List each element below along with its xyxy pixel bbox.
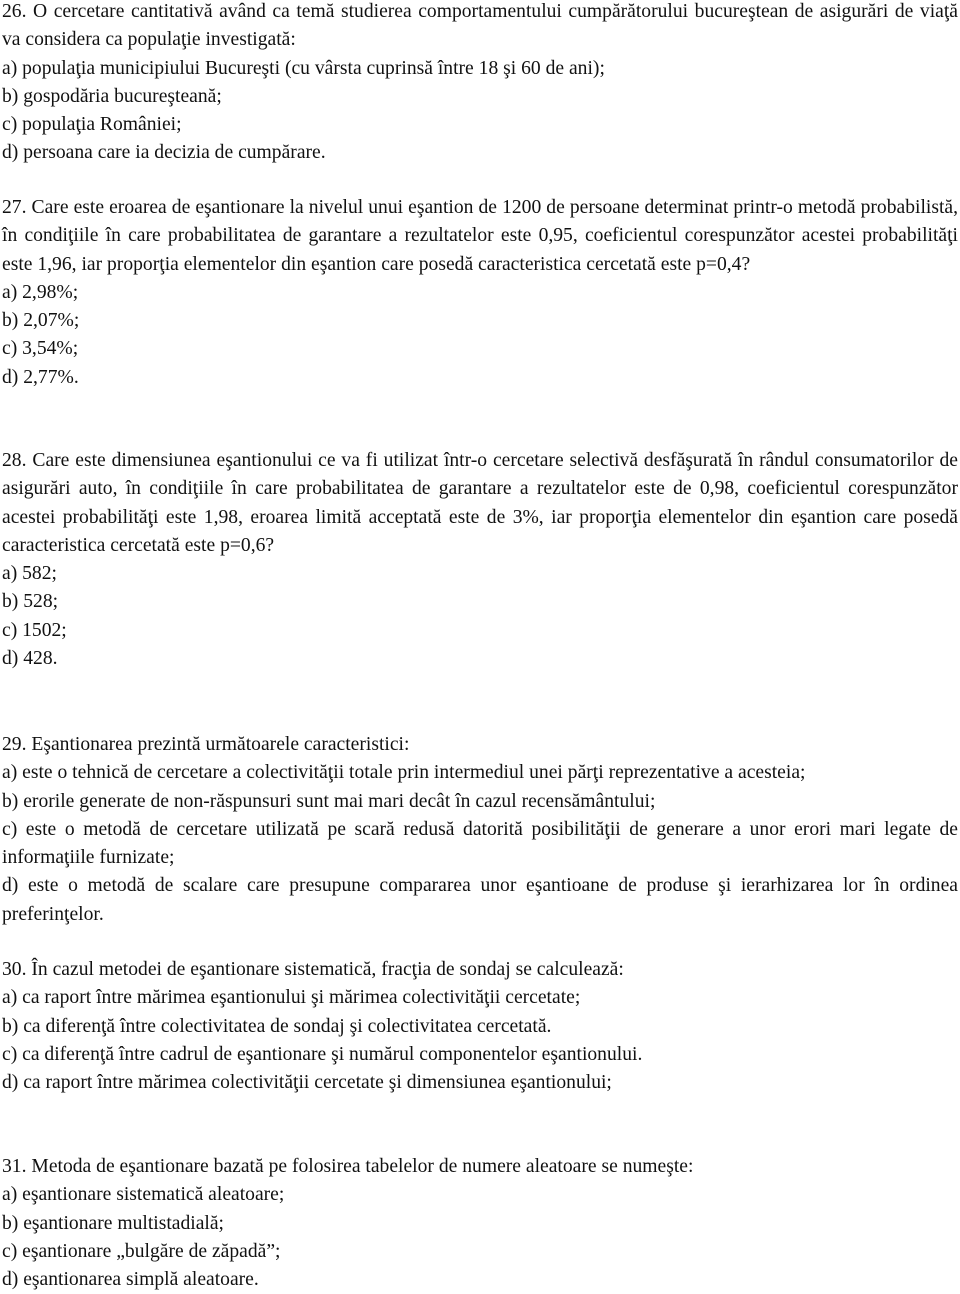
answer-option-d: d) persoana care ia decizia de cumpărare. xyxy=(2,142,326,164)
question-stem: 28. Care este dimensiunea eşantionului ce va fi utilizat într-o cercetare selectivă desfăşurată în rândul consumatorilor de asigurări auto, în condiţiile în care probabilitatea de garantare a rezultatelor este de 0,98, coeficientul corespunzător acestei probabilităţi este 1,98, eroarea limită acceptată este de 3%, iar proporţia elementelor din eşantion care posedă caracteristica cercetată este p=0,6? xyxy=(2,450,958,556)
question-31 xyxy=(2,1153,958,1294)
answer-option-d: d) ca raport între mărimea colectivităţii cercetate şi dimensiunea eşantionului; xyxy=(2,1072,612,1094)
answer-option-a: a) 582; xyxy=(2,563,57,585)
answer-option-c: c) ca diferenţă între cadrul de eşantionare şi numărul componentelor eşantionului. xyxy=(2,1043,643,1065)
answer-option-a: a) este o tehnică de cercetare a colectivităţii totale prin intermediul unei părţi reprezentative a acesteia; xyxy=(2,762,806,784)
question-26 xyxy=(2,0,958,168)
answer-option-b: b) erorile generate de non-răspunsuri sunt mai mari decât în cazul recensământului; xyxy=(2,790,656,812)
question-28 xyxy=(2,447,958,673)
question-stem: 29. Eşantionarea prezintă următoarele caracteristici: xyxy=(2,734,410,755)
answer-option-d: d) 428. xyxy=(2,648,58,670)
question-29 xyxy=(2,731,958,929)
answer-option-d: d) eşantionarea simplă aleatoare. xyxy=(2,1269,259,1291)
answer-option-a: a) eşantionare sistematică aleatoare; xyxy=(2,1184,285,1206)
answer-option-c: c) eşantionare „bulgăre de zăpadă”; xyxy=(2,1240,281,1262)
answer-option-b: b) 528; xyxy=(2,591,59,613)
answer-option-b: b) eşantionare multistadială; xyxy=(2,1212,224,1234)
answer-option-c: c) 3,54%; xyxy=(2,338,79,360)
answer-option-b: b) gospodăria bucureşteană; xyxy=(2,85,222,107)
answer-option-b: b) ca diferenţă între colectivitatea de sondaj şi colectivitatea cercetată. xyxy=(2,1015,552,1037)
question-27 xyxy=(2,194,958,392)
answer-option-a: a) 2,98%; xyxy=(2,281,79,303)
question-stem: 27. Care este eroarea de eşantionare la nivelul unui eşantion de 1200 de persoane determinat printr-o metodă probabilistă, în condiţiile în care probabilitatea de garantare a rezultatelor este 0,95, coeficientul corespunzător acestei probabilităţi este 1,96, iar proporţia elementelor din eşantion care posedă caracteristica cercetată este p=0,4? xyxy=(2,197,958,275)
answer-option-c: c) este o metodă de cercetare utilizată pe scară redusă datorită posibilităţii de generare a unor erori mari legate de informaţiile furnizate; xyxy=(2,818,958,869)
answer-option-a: a) ca raport între mărimea eşantionului şi mărimea colectivităţii cercetate; xyxy=(2,987,581,1009)
question-stem: 31. Metoda de eşantionare bazată pe folosirea tabelelor de numere aleatoare se numeşte: xyxy=(2,1156,694,1177)
question-30 xyxy=(2,956,958,1097)
answer-option-d: d) este o metodă de scalare care presupune compararea unor eşantioane de produse şi ierarhizarea lor în ordinea preferinţelor. xyxy=(2,875,958,925)
question-stem: 26. O cercetare cantitativă având ca temă studierea comportamentului cumpărătorului bucureştean de asigurări de viaţă va considera ca populaţie investigată: xyxy=(2,1,958,51)
answer-option-b: b) 2,07%; xyxy=(2,310,80,332)
question-stem: 30. În cazul metodei de eşantionare sistematică, fracţia de sondaj se calculează: xyxy=(2,959,624,980)
answer-option-d: d) 2,77%. xyxy=(2,366,79,388)
answer-option-c: c) 1502; xyxy=(2,619,67,641)
answer-option-a: a) populaţia municipiului Bucureşti (cu vârsta cuprinsă între 18 şi 60 de ani); xyxy=(2,57,605,79)
answer-option-c: c) populaţia României; xyxy=(2,114,182,136)
